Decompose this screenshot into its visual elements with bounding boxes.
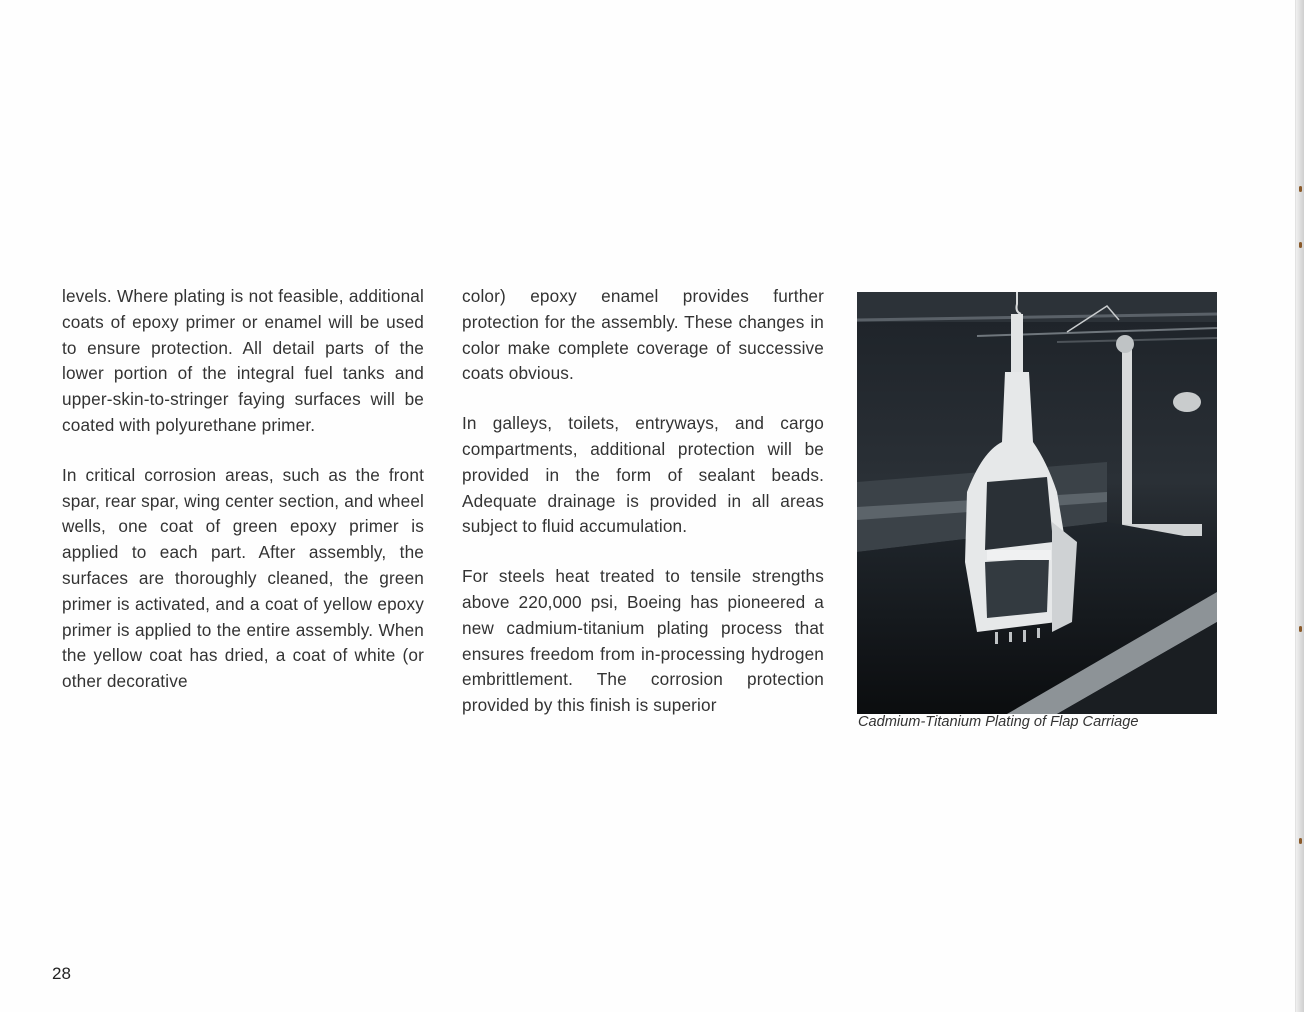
paragraph: color) epoxy enamel provides further protection for the assembly. These changes in color make complete coverage of successive coats obvious. <box>462 286 824 384</box>
photo-illustration <box>857 292 1217 714</box>
binding-mark <box>1299 242 1302 248</box>
binding-mark <box>1299 626 1302 632</box>
paragraph: In galleys, toilets, entryways, and cargo compartments, additional protection will be provided in the form of sealant beads. Adequate drainage is provided in all areas subject to fluid accumulation. <box>462 413 824 537</box>
paragraph: For steels heat treated to tensile strengths above 220,000 psi, Boeing has pioneered a new cadmium-titanium plating process that ensures freedom from in-processing hydrogen embrittlement. The corrosion protection provided by this finish is superior <box>462 566 824 716</box>
paragraph: In critical corrosion areas, such as the front spar, rear spar, wing center section, and wheel wells, one coat of green epoxy primer is applied to each part. After assembly, the surfaces are thoroughly cleaned, the green primer is activated, and a coat of yellow epoxy primer is applied to the entire assembly. When the yellow coat has dried, a coat of white (or other decorative <box>62 464 424 692</box>
text-column-middle <box>462 284 824 743</box>
binding-mark <box>1299 186 1302 192</box>
binding-mark <box>1299 838 1302 844</box>
text-column-left <box>62 284 424 719</box>
paragraph: levels. Where plating is not feasible, additional coats of epoxy primer or enamel will be used to ensure protection. All detail parts of the lower portion of the integral fuel tanks and upper-skin-to-stringer faying surfaces will be coated with polyurethane primer. <box>62 286 424 435</box>
page-number: 28 <box>52 964 71 983</box>
binding-edge <box>1296 0 1304 1012</box>
figure-caption: Cadmium-Titanium Plating of Flap Carriage <box>858 714 1139 730</box>
flap-carriage-photo <box>857 292 1217 714</box>
